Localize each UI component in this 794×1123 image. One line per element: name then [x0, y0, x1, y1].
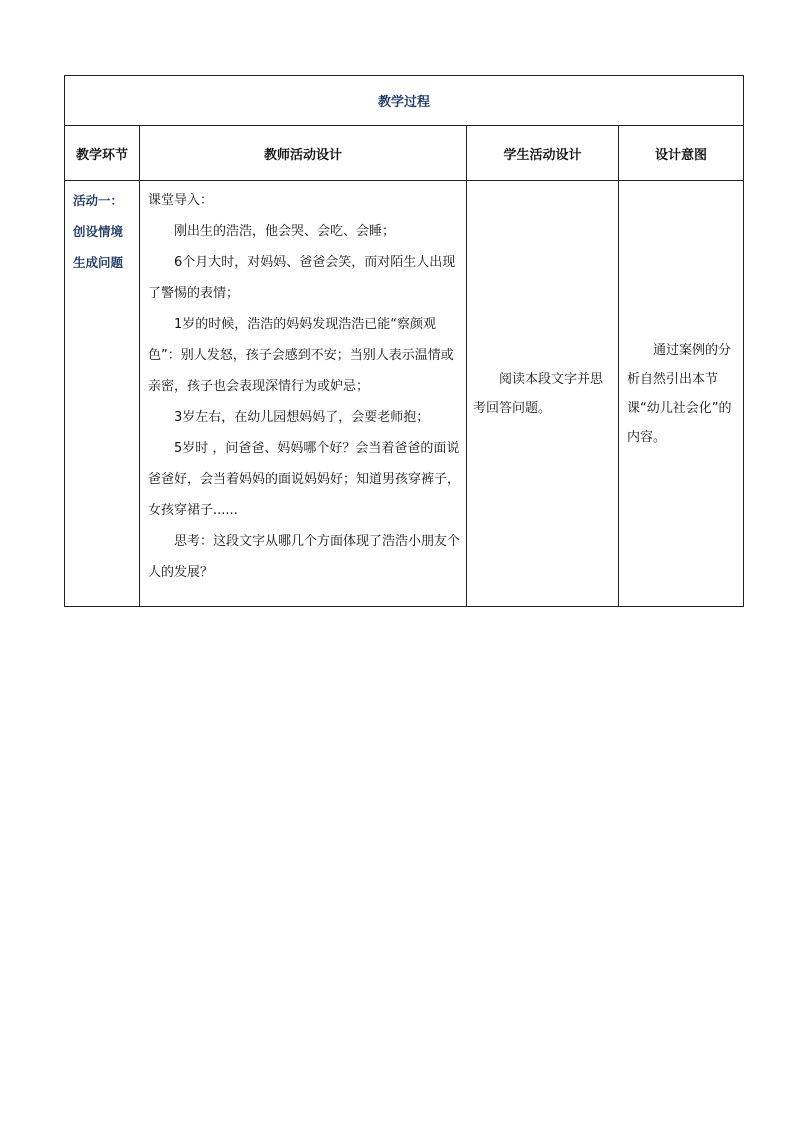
- table-title: 教学过程: [65, 76, 744, 126]
- teacher-paragraph: 3岁左右，在幼儿园想妈妈了，会要老师抱；: [174, 410, 430, 425]
- stage-line: 创设情境: [73, 224, 124, 239]
- student-activity-text: 阅读本段文字并思考回答问题。: [473, 371, 604, 416]
- student-activity-cell: [467, 181, 619, 607]
- teacher-paragraph: 6个月大时，对妈妈、爸爸会笑，而对陌生人出现了警惕的表情；: [148, 255, 456, 301]
- header-stage: 教学环节: [65, 126, 140, 181]
- design-intent-cell: [619, 181, 744, 607]
- header-student-activity: 学生活动设计: [467, 126, 619, 181]
- stage-line: 生成问题: [73, 255, 124, 270]
- teacher-paragraph: 1岁的时候，浩浩的妈妈发现浩浩已能“察颜观色”：别人发怒，孩子会感到不安；当别人表示温情或亲密，孩子也会表现深情行为或妒忌；: [148, 317, 454, 394]
- header-teacher-activity: 教师活动设计: [140, 126, 467, 181]
- teacher-paragraph: 课堂导入：: [148, 193, 214, 208]
- stage-cell: [65, 181, 140, 607]
- teaching-process-table: [64, 75, 744, 607]
- teacher-paragraph: 思考：这段文字从哪几个方面体现了浩浩小朋友个人的发展？: [148, 534, 461, 580]
- header-design-intent: 设计意图: [619, 126, 744, 181]
- teacher-activity-cell: [140, 181, 467, 607]
- design-intent-text: 通过案例的分析自然引出本节课“幼儿社会化”的内容。: [627, 342, 732, 445]
- teacher-paragraph: 5岁时 ，问爸爸、妈妈哪个好？会当着爸爸的面说爸爸好，会当着妈妈的面说妈妈好；知道男孩穿裤子，女孩穿裙子......: [148, 441, 461, 518]
- teacher-paragraph: 刚出生的浩浩，他会哭、会吃、会睡；: [174, 224, 396, 239]
- table-header-row: [65, 126, 744, 181]
- table-row: [65, 181, 744, 607]
- stage-line: 活动一：: [73, 193, 124, 208]
- table-title-row: [65, 76, 744, 126]
